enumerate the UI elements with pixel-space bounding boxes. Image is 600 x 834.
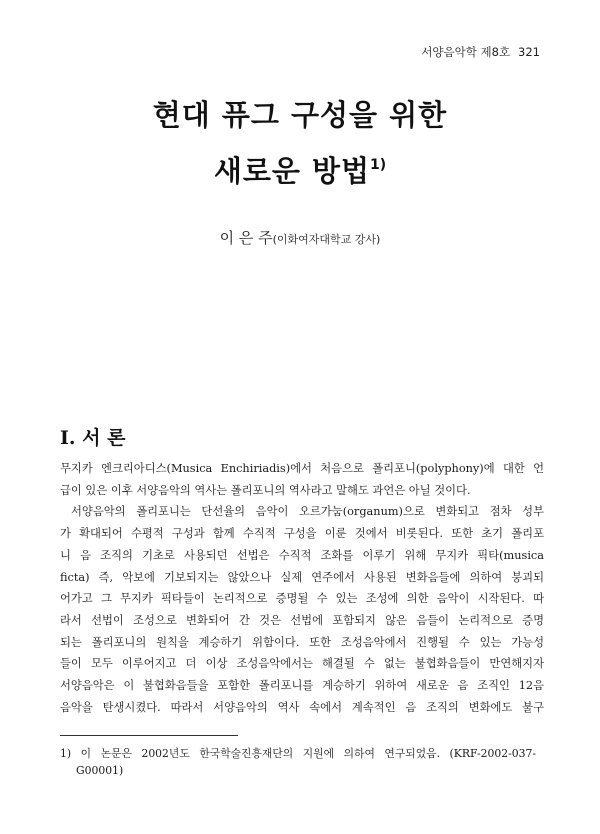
text-line: 서양음악은 이 불협화음들을 포함한 폴리포니를 계승하기 위하여 새로운 음 조직인 12음 [60, 679, 544, 693]
running-header [421, 44, 540, 60]
paragraph-1 [60, 458, 544, 501]
text-line: 어가고 그 무지카 픽타들이 논리적으로 증명될 수 있는 조성에 의한 음악이 시작된다. 따 [60, 592, 544, 606]
text-line: 급이 있은 이후 서양음악의 역사는 폴리포니의 역사라고 말해도 과언은 아닐 것이다. [60, 483, 471, 497]
footnote [60, 745, 536, 779]
text-line: 가 확대되어 수평적 구성과 함께 수직적 구성을 이룬 것에서 비롯된다. 또한 초기 폴리포 [60, 527, 544, 541]
title-line-2-text: 새로운 방법 [213, 154, 371, 188]
text-line: 되는 폴리포니의 원칙을 계승하기 위함이다. 또한 조성음악에서 진행될 수 있는 가능성 [60, 635, 544, 649]
paragraph-2 [60, 501, 544, 718]
section-heading: I. 서 론 [60, 427, 126, 449]
author-line [0, 227, 600, 248]
footnote-divider [60, 735, 238, 736]
page-number: 321 [518, 45, 540, 59]
author-affiliation: (이화여자대학교 강사) [272, 233, 381, 246]
text-line: 라서 선법이 조성으로 변화되어 간 것은 선법에 포함되지 않은 음들이 논리적으로 증명 [60, 613, 544, 627]
text-line: 서양음악의 폴리포니는 단선율의 음악이 오르가눔(organum)으로 변화되고 점차 성부 [71, 505, 544, 519]
title-line-2 [0, 140, 600, 196]
title-line-1: 현대 퓨그 구성을 위한 [152, 98, 448, 132]
title-footnote-mark[interactable]: 1) [370, 157, 387, 173]
footnote-line-1: 1) 이 논문은 2002년도 한국학술진흥재단의 지원에 의하여 연구되었음. (KRF-2002-037- [60, 747, 536, 760]
text-line: 음악을 탄생시켰다. 따라서 서양음악의 역사 속에서 계속적인 음 조직의 변화에도 불구 [60, 700, 544, 714]
body-text [60, 458, 544, 718]
text-line: 무지카 엔크리아디스(Musica Enchiriadis)에서 처음으로 폴리포니(polyphony)에 대한 언 [60, 462, 544, 475]
journal-name: 서양음악학 제8호 [421, 45, 511, 59]
footnote-line-2: G00001) [76, 764, 124, 777]
author-name: 이 은 주 [219, 229, 273, 247]
text-line: ficta) 즉, 악보에 기보되지는 않았으나 실제 연주에서 사용된 변화음들에 의하여 붕괴되 [60, 570, 544, 584]
paper-title [0, 90, 600, 196]
text-line: 니 음 조직의 기초로 사용되던 선법은 수직적 조화를 이루기 위해 무지카 픽타(musica [60, 548, 544, 562]
text-line: 들이 모두 이루어지고 더 이상 조성음악에서는 해결될 수 없는 불협화음들이 만연해지자 [60, 657, 544, 671]
